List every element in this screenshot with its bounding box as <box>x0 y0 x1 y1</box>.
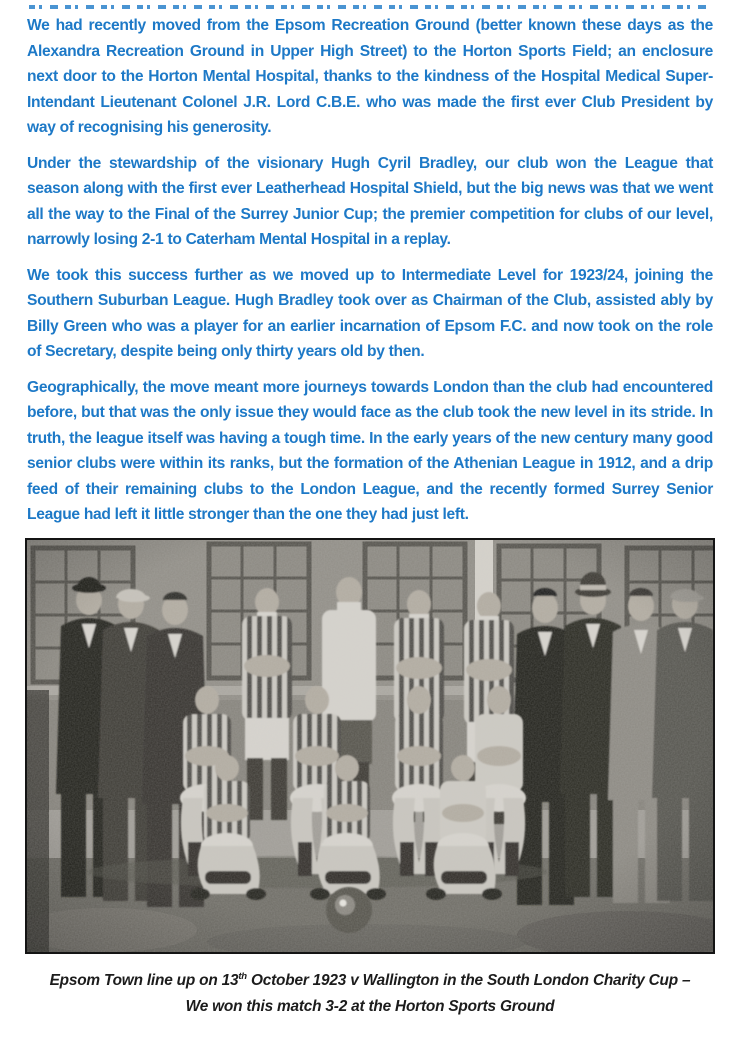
photo-caption-line-1: Epsom Town line up on 13th October 1923 v Wallington in the South London Charity Cup – <box>49 970 691 989</box>
team-photo-frame <box>25 538 715 954</box>
body-paragraph-2: Under the stewardship of the visionary Hugh Cyril Bradley, our club won the League that season along with the first ever Leatherhead Hospital Shield, but the big news was that we went all the way to the Final of the Surrey Junior Cup; the premier competition for clubs of our level, narrowly losing 2-1 to Caterham Mental Hospital in a replay. <box>27 154 713 248</box>
ordinal-superscript: th <box>238 970 247 982</box>
body-paragraph-4: Geographically, the move meant more journeys towards London than the club had encountered before, but that was the only issue they would face as the club took the new level in its stride. In truth, the league itself was having a tough time. In the early years of the new century many good senior clubs were within its ranks, but the formation of the Athenian League in 1912, and a drip feed of their remaining clubs to the London League, and the recently formed Surrey Senior League had left it little stronger than the one they had just left. <box>27 378 713 523</box>
photo-caption-line-2: We won this match 3-2 at the Horton Sports Ground <box>185 997 555 1015</box>
body-paragraph-1: We had recently moved from the Epsom Recreation Ground (better known these days as the Alexandra Recreation Ground in Upper High Street) to the Horton Sports Field; an enclosure next door to the Horton Mental Hospital, thanks to the kindness of the Hospital Medical Super-Intendant Lieutenant Colonel J.R. Lord C.B.E. who was made the first ever Club President by way of recognising his generosity. <box>27 17 713 136</box>
photo-caption <box>27 968 713 1020</box>
body-paragraph-3: We took this success further as we moved up to Intermediate Level for 1923/24, joining the Southern Suburban League. Hugh Bradley took over as Chairman of the Club, assisted ably by Billy Green who was a player for an earlier incarnation of Epsom F.C. and now took on the role of Secretary, despite being only thirty years old by then. <box>27 266 713 360</box>
clipped-text-top-edge <box>29 5 711 9</box>
team-photo <box>27 540 713 952</box>
